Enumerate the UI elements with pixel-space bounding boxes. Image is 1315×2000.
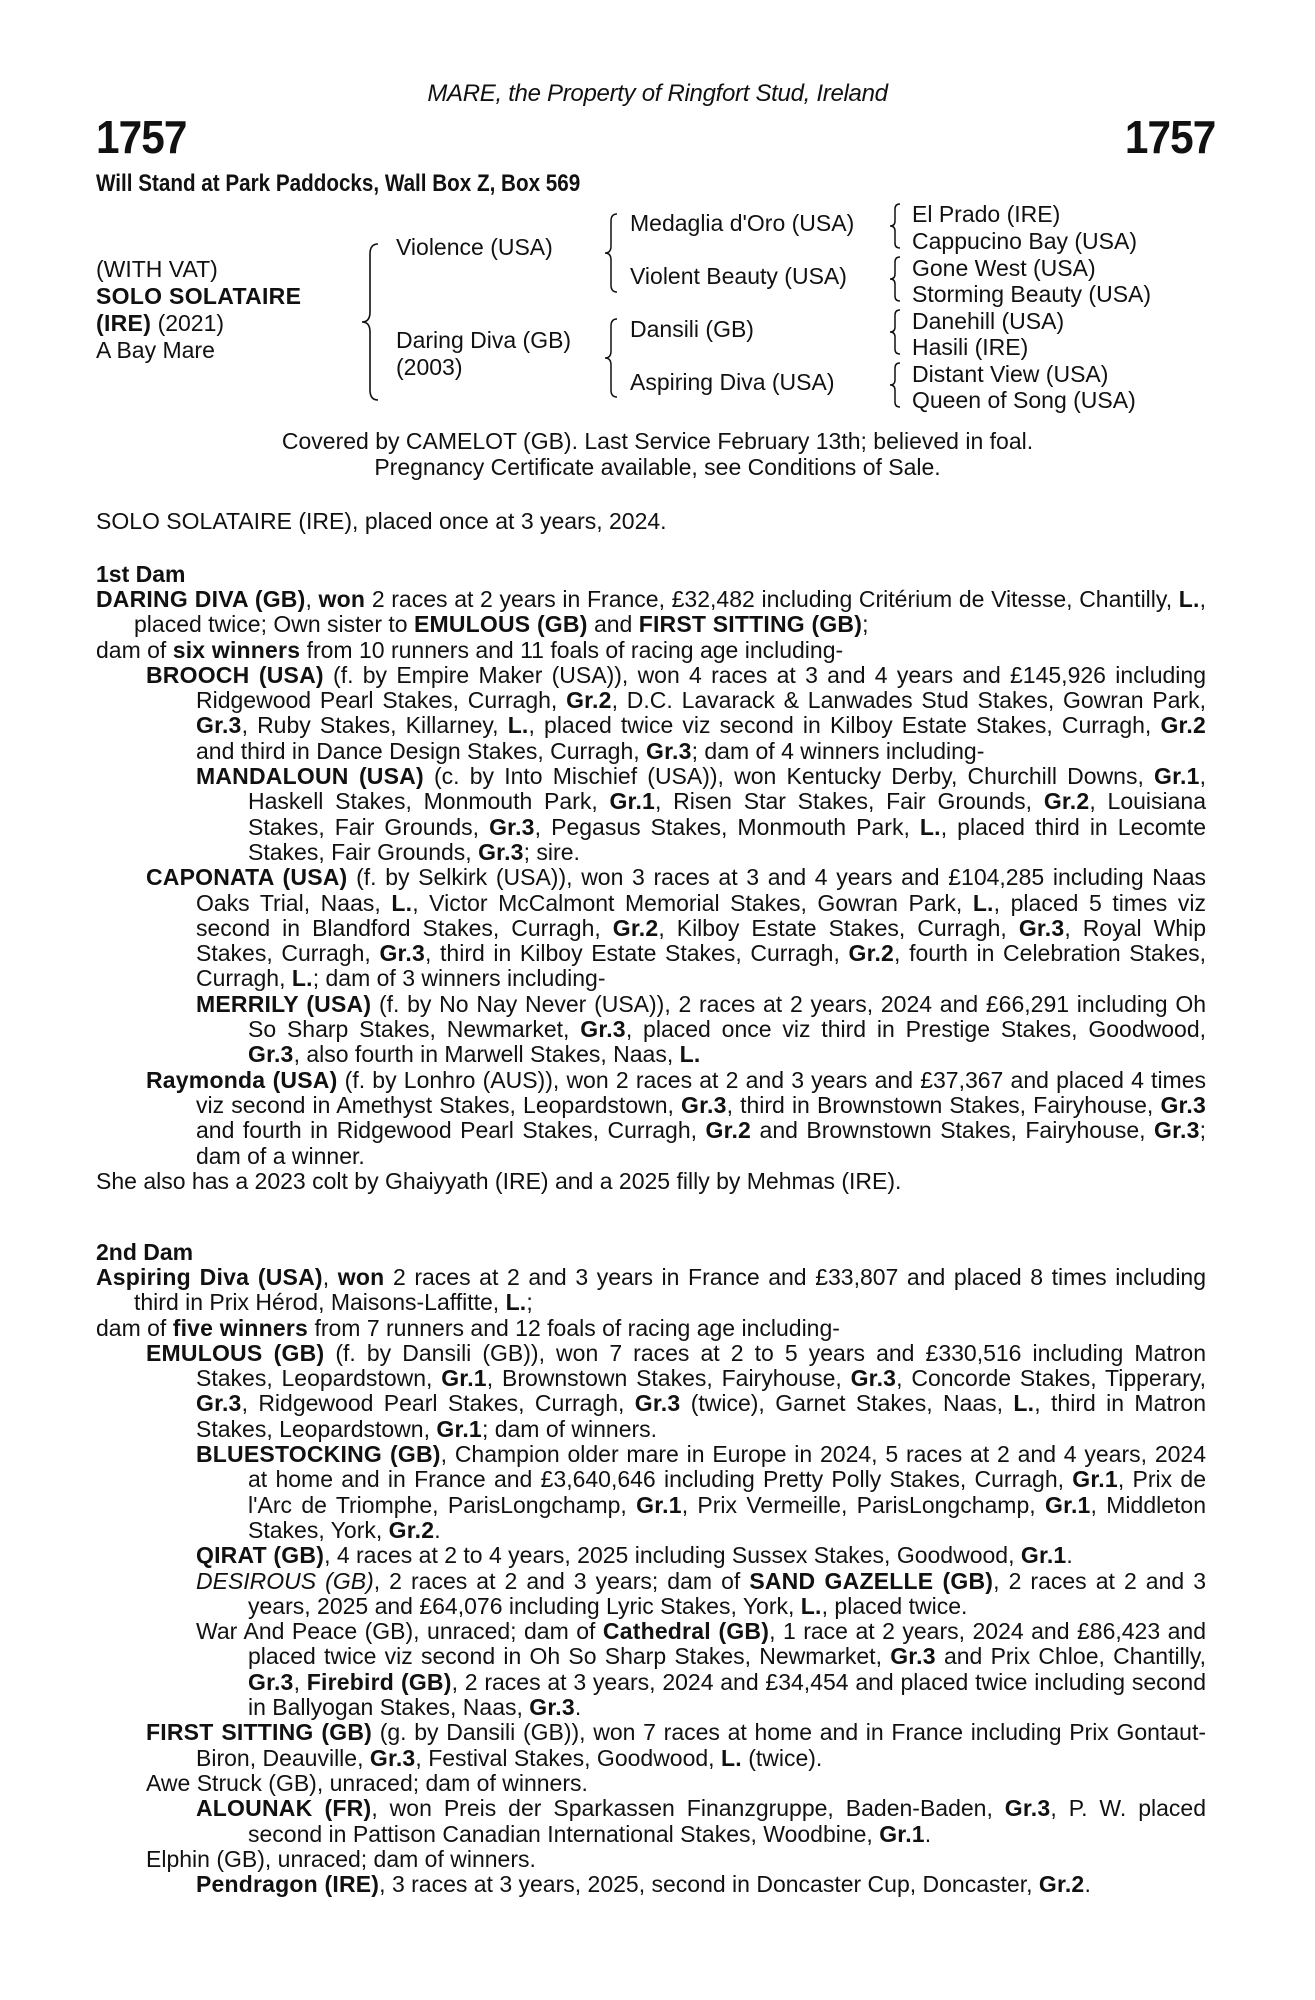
pedigree-paragraph xyxy=(96,992,1206,1068)
bold-text: Gr.1 xyxy=(636,1491,682,1518)
text-segment: , fourth in Celebration Stakes, Curragh, xyxy=(196,940,1206,992)
g3-ancestor: Danehill (USA) xyxy=(912,308,1065,334)
pedigree-paragraph xyxy=(96,1872,1206,1897)
text-segment: , placed twice. xyxy=(821,1592,968,1619)
text-segment: , P. W. placed second in Pattison Canadian International Stakes, Woodbine, xyxy=(248,1795,1206,1847)
bold-text: Gr.3 xyxy=(634,1390,681,1417)
text-segment: and Prix Chloe, Chantilly, xyxy=(935,1643,1207,1670)
first-dam-body xyxy=(96,587,1206,1194)
pedigree-paragraph xyxy=(96,1619,1206,1720)
horse-identity xyxy=(96,256,301,364)
g3-ancestor: Queen of Song (USA) xyxy=(912,387,1136,413)
text-segment: , placed twice viz second in Kilboy Estate Stakes, Curragh, xyxy=(528,712,1161,739)
bold-text: ALOUNAK (FR) xyxy=(196,1795,372,1822)
bold-text: Gr.3 xyxy=(478,838,524,865)
text-segment: , xyxy=(322,1264,338,1290)
pedigree-brace-g3-4 xyxy=(888,361,902,409)
bold-text: BROOCH (USA) xyxy=(146,661,324,688)
bold-text: Gr.3 xyxy=(529,1694,575,1721)
text-segment: (f. by Selkirk (USA)), won 3 races at 3 and 4 years and £104,285 including Naas Oaks Trial, Naas, xyxy=(196,864,1206,916)
bold-text: Gr.1 xyxy=(1154,763,1200,790)
lot-number-right: 1757 xyxy=(1124,111,1215,163)
bold-text: SAND GAZELLE (GB) xyxy=(749,1567,994,1594)
bold-text: L. xyxy=(507,712,529,739)
text-segment: , Pegasus Stakes, Monmouth Park, xyxy=(534,813,920,840)
text-segment: , third in Brownstown Stakes, Fairyhouse, xyxy=(726,1091,1161,1118)
text-segment: , Royal Whip Stakes, Curragh, xyxy=(196,914,1206,967)
text-segment: , Kilboy Estate Stakes, Curragh, xyxy=(658,914,1019,941)
dam-sire: Dansili (GB) xyxy=(630,316,754,342)
pedigree-brace-g3-2 xyxy=(888,255,902,303)
pedigree-paragraph xyxy=(96,1068,1206,1169)
text-segment: , 4 races at 2 to 4 years, 2025 including Sussex Stakes, Goodwood, xyxy=(324,1542,1021,1569)
text-segment: ; dam of winners. xyxy=(481,1415,658,1442)
text-segment: dam of xyxy=(96,636,173,663)
bold-text: L. xyxy=(720,1744,742,1771)
horse-origin: (IRE) xyxy=(96,310,152,336)
bold-text: Gr.2 xyxy=(612,914,659,941)
pedigree-paragraph xyxy=(96,1720,1206,1771)
text-segment: from 7 runners and 12 foals of racing age including- xyxy=(308,1314,840,1341)
text-segment: , 2 races at 2 and 3 years; dam of xyxy=(373,1567,750,1594)
bold-text: Gr.3 xyxy=(1018,914,1065,941)
text-segment: , Concorde Stakes, Tipperary, xyxy=(896,1365,1206,1392)
bold-text: BLUESTOCKING (GB) xyxy=(196,1441,441,1468)
text-segment: (g. by Dansili (GB)), won 7 races at home and in France including Prix Gontaut-Biron, Deauville, xyxy=(196,1719,1207,1771)
bold-text: L. xyxy=(800,1592,822,1619)
text-segment: (twice). xyxy=(741,1744,823,1771)
text-segment: , Ridgewood Pearl Stakes, Curragh, xyxy=(241,1390,635,1417)
text-segment: ; sire. xyxy=(523,838,580,865)
bold-text: L. xyxy=(505,1289,527,1316)
bold-text: QIRAT (GB) xyxy=(196,1542,325,1569)
text-segment: , Risen Star Stakes, Fair Grounds, xyxy=(655,788,1044,815)
pedigree-brace-gen1 xyxy=(360,242,382,402)
text-segment: , D.C. Lavarack & Lanwades Stud Stakes, Gowran Park, xyxy=(611,687,1206,714)
bold-text: Gr.1 xyxy=(1044,1491,1091,1518)
bold-text: Gr.2 xyxy=(1043,788,1090,815)
text-segment: She also has a 2023 colt by Ghaiyyath (IRE) and a 2025 filly by Mehmas (IRE). xyxy=(96,1167,902,1194)
sire: Violence (USA) xyxy=(396,234,553,260)
text-segment: . xyxy=(924,1820,932,1847)
covering-info xyxy=(0,428,1315,480)
text-segment: ; dam of 3 winners including- xyxy=(312,965,606,992)
text-segment: , Prix Vermeille, ParisLongchamp, xyxy=(681,1491,1045,1518)
text-segment: (f. by No Nay Never (USA)), 2 races at 2 years, 2024 and £66,291 including Oh So Sharp Stakes, Newmarket, xyxy=(248,990,1206,1043)
first-dam-section xyxy=(96,562,1206,1194)
horse-description: A Bay Mare xyxy=(96,337,215,363)
pedigree-paragraph xyxy=(96,764,1206,865)
second-dam-heading: 2nd Dam xyxy=(96,1239,194,1265)
text-segment: , Ruby Stakes, Killarney, xyxy=(241,712,508,739)
text-segment: . xyxy=(1066,1542,1073,1569)
bold-text: EMULOUS (GB) xyxy=(146,1339,325,1366)
g3-ancestor: Hasili (IRE) xyxy=(912,334,1029,360)
text-segment: and third in Dance Design Stakes, Curragh, xyxy=(196,737,647,764)
bold-text: Gr.1 xyxy=(1020,1542,1067,1569)
pedigree-paragraph xyxy=(96,663,1206,764)
text-segment: , 1 race at 2 years, 2024 and £86,423 and placed twice viz second in Oh So Sharp Stakes, Newmarket, xyxy=(248,1618,1206,1670)
text-segment: , 2 races at 2 and 3 years, 2025 and £64,076 including Lyric Stakes, York, xyxy=(248,1567,1207,1619)
text-segment: , Prix de l'Arc de Triomphe, ParisLongchamp, xyxy=(248,1466,1206,1518)
pedigree-brace-sire xyxy=(603,212,619,294)
text-segment: , Brownstown Stakes, Fairyhouse, xyxy=(486,1365,851,1392)
bold-text: EMULOUS (GB) xyxy=(413,611,588,638)
second-dam-section xyxy=(96,1240,1206,1897)
g3-ancestor: Distant View (USA) xyxy=(912,361,1109,387)
pedigree-paragraph xyxy=(96,638,1206,663)
bold-text: Gr.1 xyxy=(609,788,656,815)
stand-location: Will Stand at Park Paddocks, Wall Box Z, Box 569 xyxy=(96,170,581,197)
text-segment: ; dam of 4 winners including- xyxy=(691,737,985,764)
text-segment: . xyxy=(1084,1871,1091,1898)
horse-year: (2021) xyxy=(157,310,225,336)
bold-text: Raymonda (USA) xyxy=(146,1066,338,1093)
text-segment: and Brownstown Stakes, Fairyhouse, xyxy=(751,1117,1155,1144)
text-segment: from 10 runners and 11 foals of racing age including- xyxy=(300,636,844,663)
pedigree-paragraph xyxy=(96,1169,1206,1194)
bold-text: five winners xyxy=(172,1314,309,1341)
text-segment: and xyxy=(587,611,639,638)
bold-text: L. xyxy=(391,889,413,916)
text-segment: , placed 5 times viz second in Blandford Stakes, Curragh, xyxy=(196,889,1206,941)
text-segment: 2 races at 2 years in France, £32,482 including Critérium de Vitesse, Chantilly, xyxy=(365,586,1179,612)
bold-text: FIRST SITTING (GB) xyxy=(638,611,863,638)
bold-text: Gr.3 xyxy=(1160,1091,1206,1118)
bold-text: Gr.3 xyxy=(681,1091,727,1118)
text-segment: , Haskell Stakes, Monmouth Park, xyxy=(248,763,1206,815)
bold-text: Gr.3 xyxy=(248,1668,294,1695)
covering-line-1: Covered by CAMELOT (GB). Last Service February 13th; believed in foal. xyxy=(281,428,1034,454)
text-segment: , xyxy=(293,1668,307,1695)
bold-text: Gr.2 xyxy=(1160,712,1206,739)
text-segment: , xyxy=(305,586,319,612)
text-segment: (twice), Garnet Stakes, Naas, xyxy=(680,1390,1014,1417)
bold-text: Gr.2 xyxy=(388,1516,435,1543)
owner-line: MARE, the Property of Ringfort Stud, Ireland xyxy=(427,80,888,107)
bold-text: Gr.3 xyxy=(379,940,426,967)
bold-text: won xyxy=(337,1264,385,1290)
pedigree-paragraph xyxy=(96,1341,1206,1442)
bold-text: Gr.1 xyxy=(1072,1466,1118,1493)
bold-text: Gr.2 xyxy=(1038,1871,1085,1898)
text-segment: Awe Struck (GB), unraced; dam of winners. xyxy=(146,1769,588,1796)
dam-year: (2003) xyxy=(396,354,463,380)
lot-number-left: 1757 xyxy=(96,111,187,163)
italic-text: DESIROUS (GB) xyxy=(196,1567,374,1594)
text-segment: War And Peace (GB), unraced; dam of xyxy=(196,1618,603,1645)
bold-text: Gr.3 xyxy=(1004,1795,1051,1822)
text-segment: . xyxy=(574,1694,582,1721)
text-segment: , placed third in Lecomte Stakes, Fair Grounds, xyxy=(248,813,1206,865)
text-segment: , won Preis der Sparkassen Finanzgruppe, Baden-Baden, xyxy=(371,1795,1005,1822)
text-segment: ; xyxy=(526,1289,533,1316)
covering-line-2: Pregnancy Certificate available, see Conditions of Sale. xyxy=(374,454,941,480)
bold-text: Pendragon (IRE) xyxy=(196,1871,380,1898)
text-segment: , Louisiana Stakes, Fair Grounds, xyxy=(248,788,1206,840)
bold-text: Gr.2 xyxy=(566,687,612,714)
bold-text: CAPONATA (USA) xyxy=(146,864,348,891)
bold-text: L. xyxy=(1178,586,1200,612)
bold-text: Aspiring Diva (USA) xyxy=(96,1264,323,1290)
text-segment: , placed twice; Own sister to xyxy=(134,586,1206,638)
pedigree-paragraph xyxy=(96,1796,1206,1847)
bold-text: FIRST SITTING (GB) xyxy=(146,1719,372,1746)
bold-text: L. xyxy=(679,1041,701,1068)
text-segment: ; dam of a winner. xyxy=(196,1117,1206,1169)
g3-ancestor: Storming Beauty (USA) xyxy=(912,281,1152,307)
first-dam-heading: 1st Dam xyxy=(96,561,186,587)
pedigree-paragraph xyxy=(96,1569,1206,1620)
dam: Daring Diva (GB) xyxy=(396,327,572,353)
pedigree-paragraph xyxy=(96,1771,1206,1796)
bold-text: Cathedral (GB) xyxy=(602,1618,770,1645)
bold-text: Gr.1 xyxy=(436,1415,482,1442)
text-segment: , 3 races at 3 years, 2025, second in Doncaster Cup, Doncaster, xyxy=(379,1871,1039,1898)
g3-ancestor: Cappucino Bay (USA) xyxy=(912,228,1137,254)
racing-summary: SOLO SOLATAIRE (IRE), placed once at 3 years, 2024. xyxy=(96,508,667,534)
pedigree-paragraph xyxy=(96,1316,1206,1341)
text-segment: (f. by Lonhro (AUS)), won 2 races at 2 and 3 years and £37,367 and placed 4 times viz second in Amethyst Stakes, Leopardstown, xyxy=(196,1066,1207,1118)
bold-text: MANDALOUN (USA) xyxy=(196,763,424,790)
sire-dam: Violent Beauty (USA) xyxy=(630,263,847,289)
bold-text: DARING DIVA (GB) xyxy=(96,586,306,612)
bold-text: Gr.3 xyxy=(850,1365,897,1392)
pedigree-brace-g3-1 xyxy=(888,202,902,250)
pedigree-paragraph xyxy=(96,1265,1206,1316)
bold-text: Gr.3 xyxy=(369,1744,416,1771)
bold-text: Gr.2 xyxy=(705,1117,752,1144)
text-segment: , Middleton Stakes, York, xyxy=(248,1491,1206,1543)
text-segment: , Festival Stakes, Goodwood, xyxy=(415,1744,721,1771)
text-segment: , Victor McCalmont Memorial Stakes, Gowran Park, xyxy=(412,889,973,916)
g3-ancestor: El Prado (IRE) xyxy=(912,201,1061,227)
bold-text: MERRILY (USA) xyxy=(196,990,372,1017)
pedigree-paragraph xyxy=(96,587,1206,638)
bold-text: six winners xyxy=(172,636,301,663)
bold-text: L. xyxy=(1013,1390,1035,1417)
sire-sire: Medaglia d'Oro (USA) xyxy=(630,210,855,236)
bold-text: L. xyxy=(972,889,994,916)
bold-text: L. xyxy=(291,965,313,992)
text-segment: , placed once viz third in Prestige Stakes, Goodwood, xyxy=(625,1016,1206,1043)
text-segment: (f. by Empire Maker (USA)), won 4 races at 3 and 4 years and £145,926 including Ridgewood Pearl Stakes, Curragh, xyxy=(196,661,1206,714)
pedigree-paragraph xyxy=(96,1543,1206,1568)
pedigree-brace-g3-3 xyxy=(888,308,902,356)
bold-text: Gr.3 xyxy=(1154,1117,1200,1144)
bold-text: Gr.3 xyxy=(196,1390,242,1417)
pedigree-table xyxy=(0,0,1315,430)
bold-text: Gr.2 xyxy=(848,940,895,967)
dam-dam: Aspiring Diva (USA) xyxy=(630,369,835,395)
pedigree-paragraph xyxy=(96,1442,1206,1543)
bold-text: Gr.3 xyxy=(646,737,692,764)
bold-text: L. xyxy=(919,813,941,840)
text-segment: Elphin (GB), unraced; dam of winners. xyxy=(146,1845,536,1872)
text-segment: dam of xyxy=(96,1314,173,1341)
pedigree-brace-dam xyxy=(603,317,619,399)
text-segment: , third in Kilboy Estate Stakes, Curragh, xyxy=(425,940,849,967)
text-segment: (c. by Into Mischief (USA)), won Kentucky Derby, Churchill Downs, xyxy=(423,763,1155,790)
bold-text: Gr.3 xyxy=(890,1643,936,1670)
bold-text: Firebird (GB) xyxy=(306,1668,452,1695)
bold-text: Gr.3 xyxy=(580,1016,626,1043)
text-segment: (f. by Dansili (GB)), won 7 races at 2 to 5 years and £330,516 including Matron Stakes, Leopardstown, xyxy=(196,1339,1206,1392)
bold-text: Gr.1 xyxy=(879,1820,925,1847)
text-segment: ; xyxy=(862,611,869,638)
g3-ancestor: Gone West (USA) xyxy=(912,255,1096,281)
vat-note: (WITH VAT) xyxy=(96,256,218,282)
text-segment: , third in Matron Stakes, Leopardstown, xyxy=(196,1390,1206,1442)
horse-name: SOLO SOLATAIRE xyxy=(96,283,302,309)
pedigree-paragraph xyxy=(96,1847,1206,1872)
bold-text: Gr.3 xyxy=(489,813,535,840)
text-segment: 2 races at 2 and 3 years in France and £33,807 and placed 8 times including third in Prix Hérod, Maisons-Laffitte, xyxy=(134,1264,1207,1316)
pedigree-paragraph xyxy=(96,865,1206,991)
bold-text: Gr.3 xyxy=(248,1041,294,1068)
bold-text: won xyxy=(318,586,366,612)
text-segment: , Champion older mare in Europe in 2024, 5 races at 2 and 4 years, 2024 at home and in France and £3,640,646 including Pretty Polly Stakes, Curragh, xyxy=(248,1441,1206,1493)
second-dam-body xyxy=(96,1265,1206,1897)
text-segment: , also fourth in Marwell Stakes, Naas, xyxy=(293,1041,680,1068)
text-segment: , 2 races at 3 years, 2024 and £34,454 and placed twice including second in Ballyogan Stakes, Naas, xyxy=(248,1668,1206,1721)
text-segment: and fourth in Ridgewood Pearl Stakes, Curragh, xyxy=(196,1117,706,1144)
bold-text: Gr.1 xyxy=(441,1365,487,1392)
bold-text: Gr.3 xyxy=(196,712,242,739)
text-segment: . xyxy=(434,1516,441,1543)
